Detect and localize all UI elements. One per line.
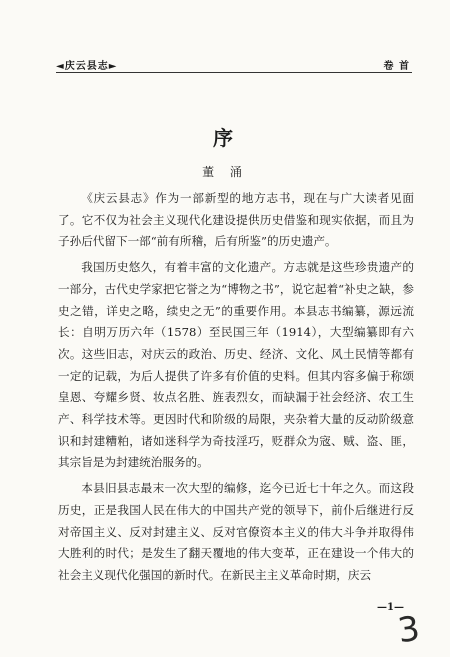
paragraph-1: 《庆云县志》作为一部新型的地方志书，现在与广大读者见面了。它不仅为社会主义现代化建设提供历史借鉴和现实依据，而且为子孙后代留下一部“前有所稽，后有所鉴”的历史遗产。 [58, 191, 414, 249]
paragraph-3: 本县旧县志最末一次大型的编修，迄今已近七十年之久。而这段历史，正是我国人民在伟大的中国共产党的领导下，前仆后继进行反对帝国主义、反对封建主义、反对官僚资本主义的伟大斗争并取得伟大胜利的时代；是发生了翻天覆地的伟大变革，正在建设一个伟大的社会主义现代化强国的新时代。在新民主主义革命时期，庆云 [58, 481, 414, 582]
handwritten-mark: 3 [395, 608, 423, 652]
body-text [58, 188, 414, 591]
paragraph-2: 我国历史悠久，有着丰富的文化遗产。方志就是这些珍贵遗产的一部分，古代史学家把它誉之为“博物之书”，说它起着“补史之缺，参史之错，详史之略，续史之无”的重要作用。本县志书编纂，源远流长：自明万历六年（1578）至民国三年（1914），大型编纂即有六次。这些旧志，对庆云的政治、历史、经济、文化、风土民情等都有一定的记载，为后人提供了许多有价值的史料。但其内容多偏于称颂皇恩、夸耀乡贤、妆点名胜、旌表烈女，而缺漏于社会经济、农工生产、科学技术等。更因时代和阶级的局限，夹杂着大量的反动阶级意识和封建糟粕，诸如迷科学为奇技淫巧，贬群众为宼、贼、盗、匪，其宗旨是为封建统治服务的。 [58, 260, 414, 470]
book-title: ◄庆云县志► [56, 61, 118, 72]
running-header [56, 55, 412, 71]
section-label: 卷 首 [383, 61, 410, 72]
header-rule [56, 72, 412, 73]
author-name: 董 涌 [202, 165, 248, 179]
page-title: 序 [213, 126, 237, 150]
page-number: —1— [377, 602, 404, 613]
